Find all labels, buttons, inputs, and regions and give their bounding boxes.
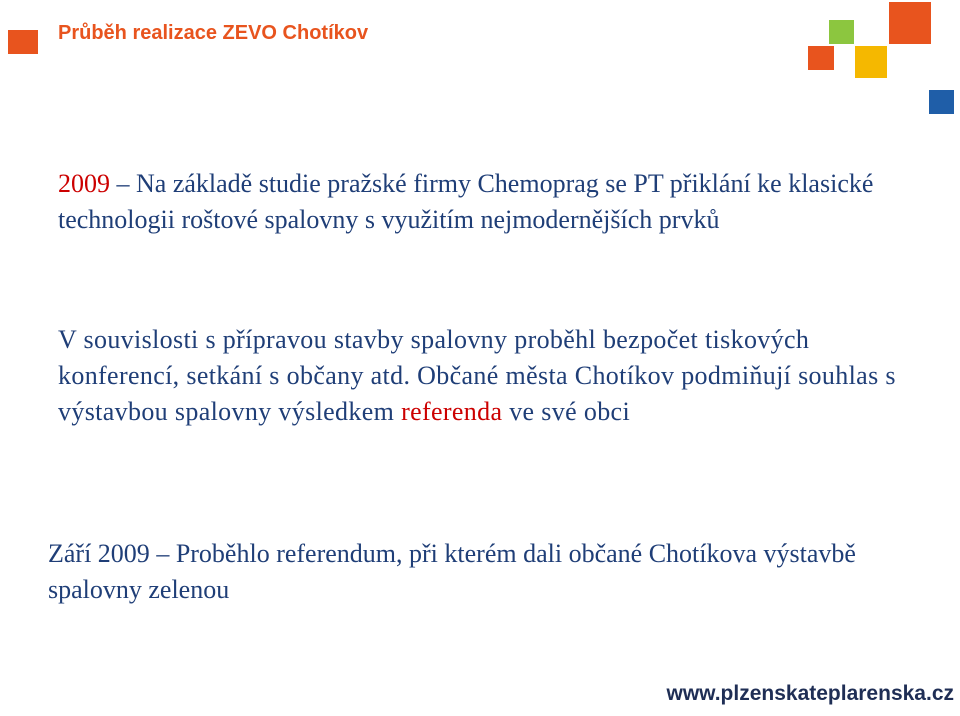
logo-square-green <box>829 20 854 44</box>
highlight-referenda: referenda <box>401 397 503 426</box>
footer-url: www.plzenskateplarenska.cz <box>666 682 954 705</box>
paragraph-text: – Proběhlo referendum, při kterém dali občané Chotíkova výstavbě spalovny zelenou <box>48 539 856 604</box>
paragraph-2009-decision <box>58 166 918 238</box>
paragraph-text: V souvislosti s přípravou stavby spalovny proběhl bezpočet tiskových konferencí, setkání s občany atd. Občané města Chotíkov podmiňují souhlas s výstavbou spalovny výsledkem <box>58 325 896 426</box>
logo-square-orange-left <box>8 30 38 54</box>
paragraph-tail: ve své obci <box>502 397 631 426</box>
logo-square-blue <box>929 90 954 114</box>
paragraph-text: – Na základě studie pražské firmy Chemoprag se PT přiklání ke klasické technologii roštové spalovny s využitím nejmodernějších prvků <box>58 169 874 234</box>
logo-square-yellow <box>855 46 887 78</box>
date-label: Září 2009 <box>48 539 150 568</box>
page-title: Průběh realizace ZEVO Chotíkov <box>58 22 369 44</box>
logo-square-orange-middle <box>808 46 834 70</box>
paragraph-referendum-result <box>48 536 928 608</box>
paragraph-referendum-condition <box>58 322 918 430</box>
year-label: 2009 <box>58 169 110 198</box>
logo-square-orange-top <box>889 2 931 44</box>
